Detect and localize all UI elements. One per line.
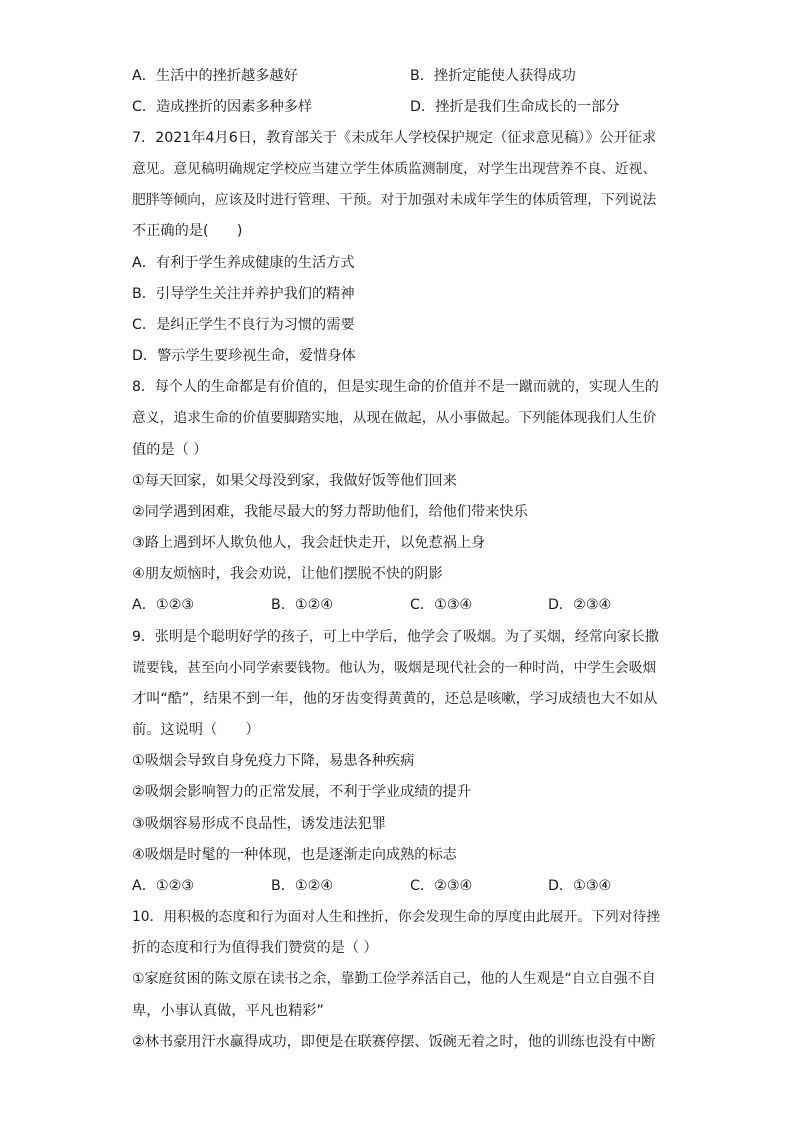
q9-item: ③吸烟容易形成不良品性，诱发违法犯罪 [132,816,386,832]
q9-stem-line: 才叫“酷”，结果不到一年，他的牙齿变得黄黄的，还总是咳嗽，学习成绩也大不如从 [132,691,658,707]
q10-item: ②林书豪用汗水赢得成功，即便是在联赛停摆、饭碗无着之时，他的训练也没有中断 [132,1034,656,1050]
q9-stem-line: 9．张明是个聪明好学的孩子，可上中学后，他学会了吸烟。为了买烟，经常向家长撒 [132,629,659,645]
q6-option-a: A．生活中的挫折越多越好 [132,68,298,84]
q7-option-a: A．有利于学生养成健康的生活方式 [132,255,355,271]
q10-stem-line: 10．用积极的态度和行为面对人生和挫折，你会发现生命的厚度由此展开。下列对待挫 [132,909,661,925]
q8-option-a: A．①②③ [132,597,195,613]
q6-option-b: B．挫折定能使人获得成功 [410,68,576,84]
q7-option-c: C．是纠正学生不良行为习惯的需要 [132,317,355,333]
q9-stem-line: 前。这说明（ ） [132,722,260,738]
q9-item: ①吸烟会导致自身免疫力下降，易患各种疾病 [132,753,415,769]
q8-stem-line: 意义，追求生命的价值要脚踏实地，从现在做起，从小事做起。下列能体现我们人生价 [132,410,657,426]
q9-stem-line: 谎要钱，甚至向小同学索要钱物。他认为，吸烟是现代社会的一种时尚，中学生会吸烟 [132,660,657,676]
q10-item: 卑，小事认真做，平凡也精彩” [132,1003,324,1019]
q10-item: ①家庭贫困的陈文原在读书之余，靠勤工俭学养活自己，他的人生观是“自立自强不自 [132,971,656,987]
q8-stem-line: 值的是（ ） [132,442,208,458]
q9-item: ④吸烟是时髦的一种体现，也是逐渐走向成熟的标志 [132,847,457,863]
q9-option-d: D．①③④ [548,878,612,894]
q8-item: ③路上遇到坏人欺负他人，我会赶快走开，以免惹祸上身 [132,535,486,551]
q9-option-c: C．②③④ [410,878,473,894]
q8-stem-line: 8．每个人的生命都是有价值的，但是实现生命的价值并不是一蹴而就的，实现人生的 [132,379,659,395]
q6-option-d: D．挫折是我们生命成长的一部分 [410,99,620,115]
q7-stem-line: 7．2021年4月6日，教育部关于《未成年人学校保护规定（征求意见稿）》公开征求 [132,130,657,146]
q7-option-b: B．引导学生关注并养护我们的精神 [132,286,355,302]
q8-item: ②同学遇到困难，我能尽最大的努力帮助他们，给他们带来快乐 [132,504,528,520]
q10-stem-line: 折的态度和行为值得我们赞赏的是（ ） [132,940,378,956]
q9-item: ②吸烟会影响智力的正常发展，不利于学业成绩的提升 [132,784,472,800]
q8-item: ④朋友烦恼时，我会劝说，让他们摆脱不快的阴影 [132,566,443,582]
q8-option-d: D．②③④ [548,597,612,613]
q7-stem-line: 肥胖等倾向，应该及时进行管理、干预。对于加强对未成年学生的体质管理，下列说法 [132,192,657,208]
q8-option-c: C．①③④ [410,597,473,613]
q9-option-a: A．①②③ [132,878,195,894]
q8-item: ①每天回家，如果父母没到家，我做好饭等他们回来 [132,473,457,489]
q8-option-b: B．①②④ [271,597,334,613]
q9-option-b: B．①②④ [271,878,334,894]
q7-option-d: D．警示学生要珍视生命，爱惜身体 [132,348,356,364]
q7-stem-line: 不正确的是( ) [132,223,243,239]
q6-option-c: C．造成挫折的因素多种多样 [132,99,313,115]
q7-stem-line: 意见。意见稿明确规定学校应当建立学生体质监测制度，对学生出现营养不良、近视、 [132,161,657,177]
